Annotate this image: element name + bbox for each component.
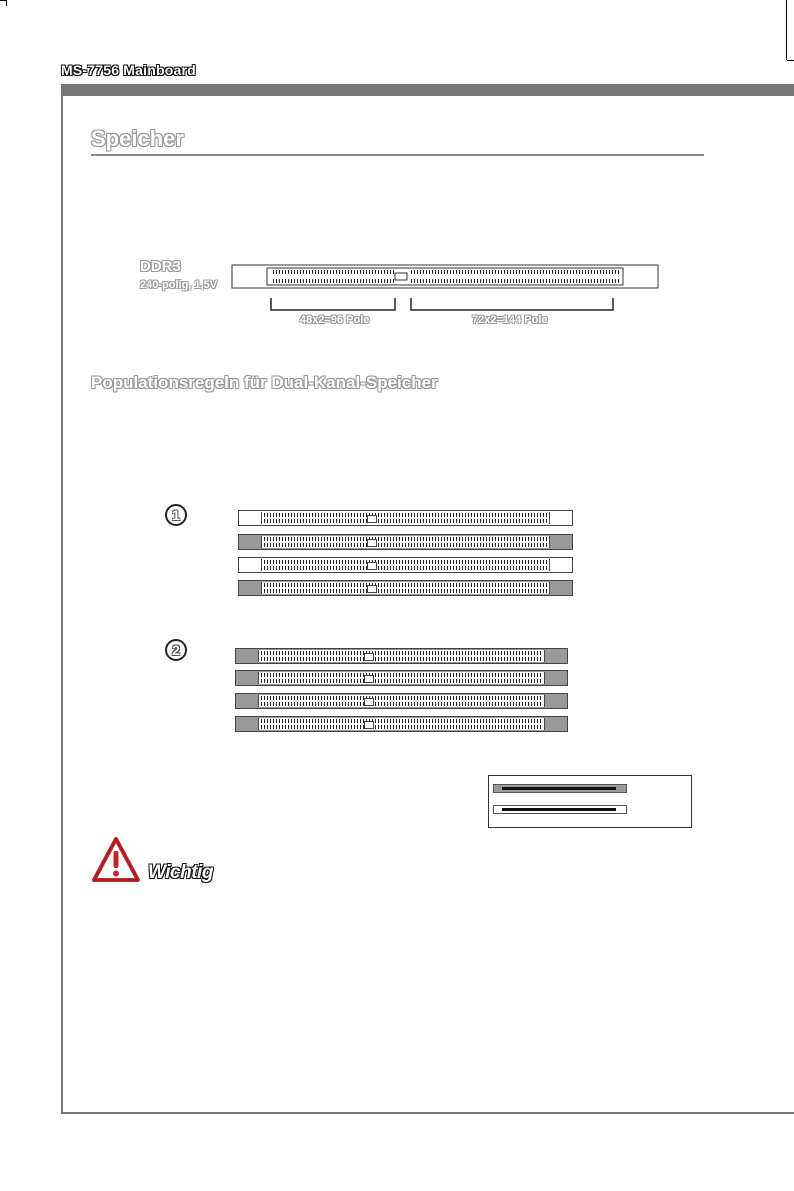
memory-slot-filled <box>238 580 573 596</box>
warning-triangle-icon <box>91 836 141 884</box>
memory-slot-empty <box>238 557 573 573</box>
pin-label-left: 48x2=96 Pole <box>300 314 370 326</box>
section-title: Speicher <box>91 126 184 151</box>
ddr3-slot-diagram <box>231 264 661 330</box>
slot-contacts <box>261 536 550 548</box>
crop-mark <box>6 0 7 6</box>
warning-label: Wichtig <box>148 862 213 883</box>
memory-slot-filled <box>235 670 568 686</box>
memory-slot-filled <box>235 693 568 709</box>
pin-label-right: 72x2=144 Pole <box>472 314 548 326</box>
legend-slot-empty <box>493 805 627 814</box>
header-bar <box>61 84 794 96</box>
frame-left <box>61 84 63 1114</box>
crop-mark <box>787 60 794 61</box>
page-header: MS-7756 Mainboard <box>61 62 196 78</box>
ddr-spec: 240-polig, 1,5V <box>140 279 218 291</box>
legend-box <box>488 775 692 828</box>
frame-bottom <box>61 1112 794 1114</box>
slot-contacts <box>258 650 545 662</box>
crop-mark <box>786 0 787 60</box>
slot-contacts <box>261 512 550 524</box>
slot-contacts <box>258 695 545 707</box>
population-title: Populationsregeln für Dual-Kanal-Speicher <box>91 373 438 392</box>
memory-slot-filled <box>235 648 568 664</box>
slot-contacts <box>258 718 545 730</box>
slot-contacts <box>261 559 550 571</box>
slot-contacts <box>258 672 545 684</box>
memory-slot-filled <box>238 534 573 550</box>
title-underline <box>91 154 704 156</box>
ddr-type: DDR3 <box>140 258 181 275</box>
memory-slot-empty <box>238 510 573 526</box>
slot-contacts <box>261 582 550 594</box>
legend-slot-installed <box>493 784 627 793</box>
step-badge-2: 2 <box>165 639 187 661</box>
memory-slot-filled <box>235 716 568 732</box>
step-badge-1: 1 <box>165 504 187 526</box>
